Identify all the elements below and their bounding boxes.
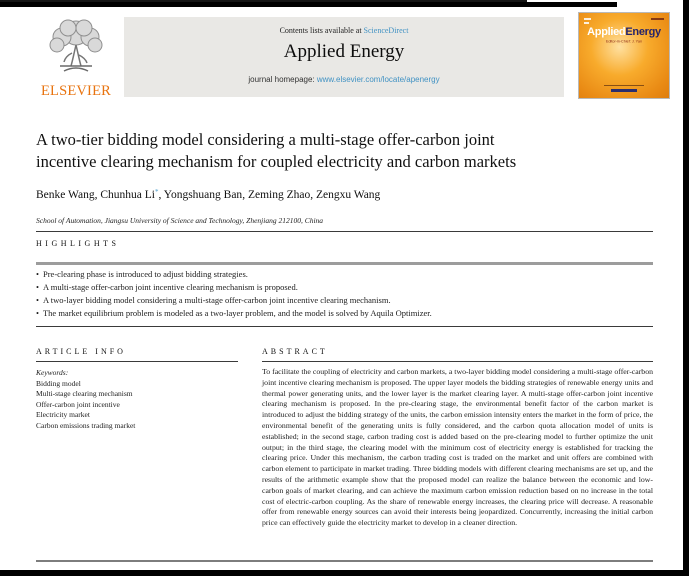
author-separator: , [310,189,316,201]
article-title-line: A two-tier bidding model considering a multi-stage offer-carbon joint [36,130,495,149]
author [316,189,380,201]
author [36,189,100,201]
highlight-item: • Pre-clearing phase is introduced to adjust bidding strategies. [36,268,650,281]
cover-journal-title [579,26,669,38]
highlights-heading: HIGHLIGHTS [36,239,120,248]
article-title-line: incentive clearing mechanism for coupled electricity and carbon markets [36,151,517,171]
page-edge-right [683,0,689,576]
keyword-item: Multi-stage clearing mechanism [36,389,133,398]
cover-title-energy: Energy [625,26,661,38]
author-name: Benke Wang [36,189,95,201]
author-separator: , [242,189,248,201]
homepage-line [124,75,564,84]
cover-micro-text [651,18,664,20]
cover-micro-text [584,22,589,24]
article-title [36,129,656,172]
article-info-rule [36,361,238,362]
cover-micro-text [584,18,591,20]
cover-editor-line: Editor-in-Chief: J. Yan [605,40,643,44]
cover-title-applied: Applied [587,26,626,38]
keywords-block [36,368,238,431]
article-info-heading: ARTICLE INFO [36,347,126,356]
author-separator: , [158,189,164,201]
elsevier-tree-icon [38,19,114,77]
keywords-label: Keywords: [36,368,69,377]
homepage-url-link[interactable]: www.elsevier.com/locate/apenergy [316,75,440,84]
homepage-prefix: journal homepage: [248,75,317,84]
author [164,189,248,201]
page-edge-bottom [0,570,689,576]
abstract-heading: ABSTRACT [262,347,328,356]
highlight-item: • The market equilibrium problem is modeled as a two-layer problem, and the model is solved by Aquila Optimizer. [36,307,650,320]
journal-header-box [124,17,564,97]
abstract-bottom-rule [36,560,653,562]
contents-line [124,17,564,35]
header-divider-bar [0,2,617,7]
highlights-top-bar [36,262,653,265]
journal-title: Applied Energy [283,41,405,62]
author-name: Chunhua Li [100,189,155,201]
keyword-item: Carbon emissions trading market [36,420,136,430]
author-name: Zengxu Wang [315,189,381,201]
author-separator: , [94,189,101,201]
author-name: Zeming Zhao [247,189,311,201]
contents-prefix: Contents lists available at [279,26,364,35]
author [248,189,316,201]
abstract-text: To facilitate the coupling of electricity and carbon markets, a two-layer bidding model considering a multi-stage offer-carbon joint incentive clearing mechanism is proposed. The upper layer models the bidding strategies of renewable energy units and thermal power generating units, and the lower layer is the market clearing layer. A multi-stage offer-carbon joint incentive clearing mechanism is proposed. In the pre-clearing stage, the environmental benefit factor of the carbon market is introduced to adjust the bidding strategy of the units, the carbon emission intensity enters the market in the form of price, the environmental benefit of the generating units is fully considered, and the carbon quota allocation model of units is established; in the second stage, carbon trading cost is added based on the pre-clearing model to further optimize the unit output; in the third stage, the clearing model with the minimum cost of electricity energy is established for tracking the clearing price. Under this mechanism, the carbon trading cost is traded on the market and unit offers are combined with carbon element to participate in market trading. Three bidding models with different clearing mechanisms are set up, and the results of the arithmetic example show that the proposed model can realize the balance between the economic and low-carbon goals of market clearing, and can achieve the maximum carbon emission reduction based on no increase in the total cost of electric-carbon coupling. As the share of renewable energy increases, the clearing price will decrease. A reasonable offer from renewable energy sources can avoid their interests being jeopardized. Concurrently, increasing the initial carbon price can effectively guide the electricity market to develop in a cleaner direction. [262,367,653,528]
keyword-item: Bidding model [36,378,81,388]
journal-cover-thumbnail [578,12,670,99]
affiliation-line: School of Automation, Jiangsu University of Science and Technology, Zhenjiang 212100, China [36,216,324,225]
sciencedirect-link[interactable]: ScienceDirect [363,26,409,35]
section-divider [36,231,653,232]
section-divider [36,326,653,327]
author-line [36,188,656,201]
keyword-item: Electricity market [36,410,90,419]
author [100,189,163,201]
highlight-item: • A two-layer bidding model considering a multi-stage offer-carbon joint incentive clearing mechanism. [36,294,650,307]
cover-publisher-mark [611,89,637,92]
corresponding-author-asterisk[interactable]: * [154,188,159,196]
highlight-item: • A multi-stage offer-carbon joint incentive clearing mechanism is proposed. [36,281,650,294]
keyword-item: Offer-carbon joint incentive [36,399,120,409]
elsevier-logo [36,19,116,100]
cover-micro-text [604,85,644,87]
elsevier-wordmark: ELSEVIER [40,83,112,99]
highlights-list [36,268,650,320]
author-name: Yongshuang Ban [163,189,243,201]
abstract-rule [262,361,653,362]
